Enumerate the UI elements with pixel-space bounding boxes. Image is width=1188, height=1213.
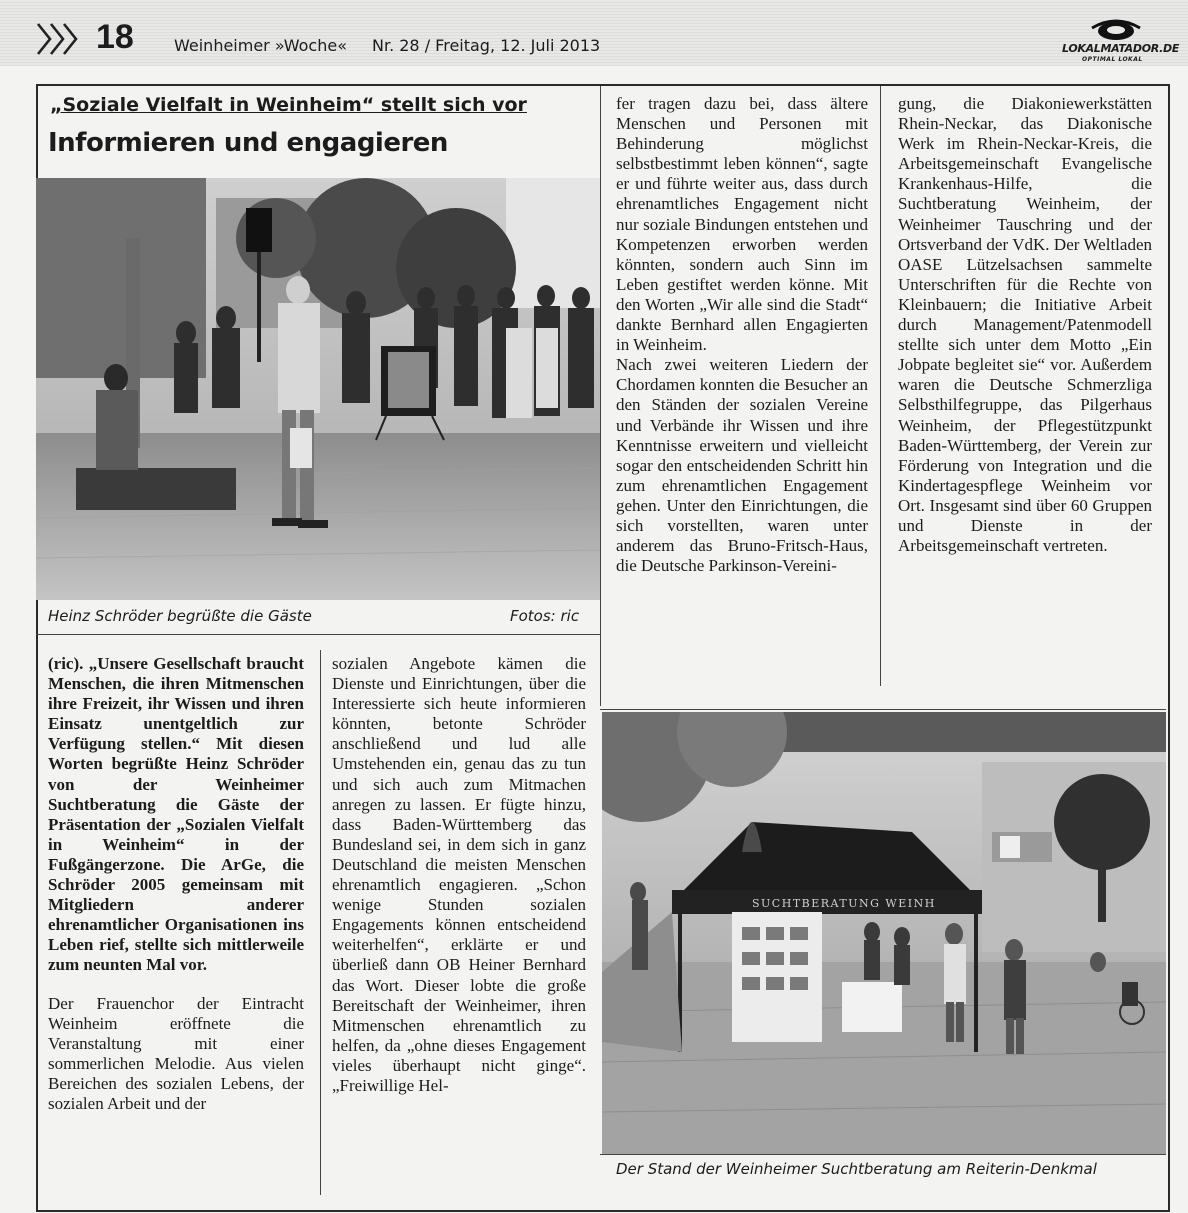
issue-info: Nr. 28 / Freitag, 12. Juli 2013 bbox=[372, 36, 601, 55]
article-lead: (ric). „Unsere Gesellschaft braucht Menschen, die ihren Mitmenschen ihre Freizeit, ihr Wissen und ihren Einsatz unentgeltlich zur Verfügung stellen.“ Mit diesen Worten begrüßte Heinz Schröder von der Weinheimer Suchtberatung die Gäste der Präsentation der „Sozialen Vielfalt in Weinheim“ in der Fußgängerzone. Die ArGe, die Schröder 2005 gemeinsam mit Mitgliedern anderer ehrenamtlicher Organisationen ins Leben rief, stellte sich mittlerweile zum neunten Mal vor. bbox=[48, 654, 304, 975]
photo-credit: Fotos: ric bbox=[510, 607, 580, 625]
photo-caption: Heinz Schröder begrüßte die Gäste bbox=[48, 607, 312, 625]
logo-text: LOKALMATADOR.DE bbox=[1062, 42, 1180, 55]
article-column-2 bbox=[332, 654, 586, 1096]
double-chevron-icon bbox=[36, 22, 82, 56]
column-rule bbox=[600, 86, 601, 706]
column-rule bbox=[880, 86, 881, 686]
photo-rule bbox=[600, 1154, 1166, 1155]
article-paragraph: fer tragen dazu bei, dass ältere Menschen und Personen mit Behinderung möglichst selbstbestimmt leben können“, sagte er und führte weiter aus, dass durch ehrenamtliches Engagement nicht nur soziale Bindungen entstehen und Kompetenzen erworben werden könnten, sondern auch Sinn im Leben gestiftet werden könne. Mit den Worten „Wir alle sind die Stadt“ dankte Bernhard allen Engagierten in Weinheim. bbox=[616, 94, 868, 355]
photo-greeting-image bbox=[36, 178, 600, 600]
column-rule bbox=[320, 650, 321, 1195]
paper-name: Weinheimer »Woche« bbox=[174, 36, 347, 55]
page-number: 18 bbox=[96, 18, 134, 56]
article-paragraph: Der Frauenchor der Eintracht Weinheim eröffnete die Veranstaltung mit einer sommerlichen Melodie. Aus vielen Bereichen des sozialen Lebens, der sozialen Arbeit und der bbox=[48, 993, 304, 1113]
article-column-3 bbox=[616, 94, 868, 576]
photo-rule bbox=[600, 709, 1166, 710]
article-paragraph: sozialen Angebote kämen die Dienste und Einrichtungen, über die Interessierte sich heute informieren könnten, betonte Schröder anschließend und lud alle Umstehenden ein, genau das zu tun und sich auch zum Mitmachen anregen zu lassen. Er fügte hinzu, dass Baden-Württemberg das Bundesland sei, in dem sich in ganz Deutschland die meisten Menschen ehrenamtlich engagieren. „Schon wenige Stunden sozialen Engagements können entscheidend weiterhelfen“, erklärte er und überließ dann OB Heiner Bernhard das Wort. Dieser lobte die große Bereitschaft der Weinheimer, ihren Mitmenschen ehrenamtlich zu helfen, da „ohne dieses Engagement vieles überhaupt nicht ginge“. „Freiwillige Hel- bbox=[332, 654, 586, 1095]
page-header bbox=[0, 0, 1188, 66]
photo-caption: Der Stand der Weinheimer Suchtberatung am Reiterin-Denkmal bbox=[616, 1160, 1097, 1178]
article-column-4 bbox=[898, 94, 1152, 556]
article-kicker: „Soziale Vielfalt in Weinheim“ stellt sich vor bbox=[50, 94, 527, 116]
article-column-1 bbox=[48, 654, 304, 1114]
photo-greeting bbox=[36, 178, 600, 600]
article-headline: Informieren und engagieren bbox=[48, 128, 448, 158]
photo-info-stand-image bbox=[602, 712, 1166, 1154]
article-paragraph: gung, die Diakoniewerkstätten Rhein-Neckar, das Diakonische Werk im Rhein-Neckar-Kreis, die Arbeitsgemeinschaft Evangelische Krankenhaus-Hilfe, die Suchtberatung Weinheim, der Weinheimer Tauschring und der Ortsverband der VdK. Der Weltladen OASE Lützelsachsen sammelte Unterschriften für die Rechte von Kleinbauern; die Initiative Arbeit durch Management/Patenmodell stellte sich unter dem Motto „Ein Jobpate begleitet sie“ vor. Außerdem waren die Deutsche Schmerzliga Selbsthilfegruppe, das Pilgerhaus Weinheim, der Pflegestützpunkt Baden-Württemberg, der Verein zur Förderung von Integration und die Kindertagespflege Weinheim vor Ort. Insgesamt sind über 60 Gruppen und Dienste in der Arbeitsgemeinschaft vertreten. bbox=[898, 94, 1152, 556]
photo-info-stand bbox=[602, 712, 1166, 1154]
article-paragraph: Nach zwei weiteren Liedern der Chordamen konnten die Besucher an den Ständen der sozialen Vereine und Verbände ihr Wissen und ihre Kenntnisse erweitern und vielleicht sogar den entscheidenden Schritt hin zum ehrenamtlichen Engagement gehen. Unter den Einrichtungen, die sich vorstellten, waren unter anderem das Bruno-Fritsch-Haus, die Deutsche Parkinson-Vereini- bbox=[616, 355, 868, 576]
tent-banner-text: SUCHTBERATUNG WEINH bbox=[752, 897, 936, 910]
caption-rule bbox=[36, 634, 600, 635]
logo-subtext: OPTIMAL LOKAL bbox=[1082, 56, 1143, 63]
lokalmatador-logo bbox=[1062, 14, 1180, 66]
logo-swoosh-icon bbox=[1086, 14, 1146, 44]
